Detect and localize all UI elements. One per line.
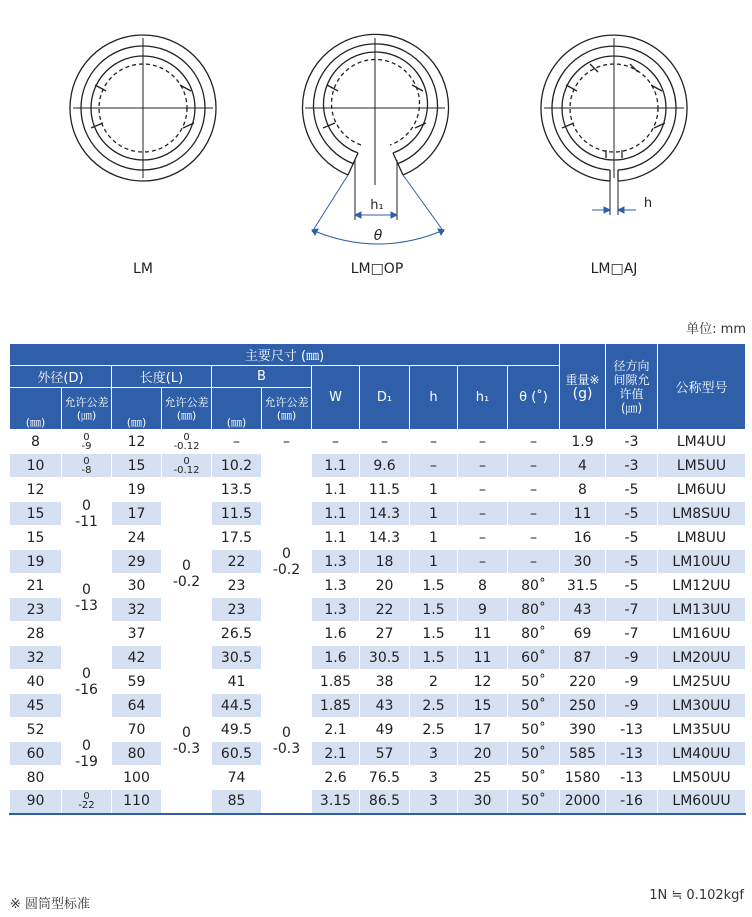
- cell-clearance: -5: [606, 550, 658, 574]
- footnote: ※ 圆筒型标准: [10, 897, 91, 912]
- cell-h: 2.5: [410, 694, 458, 718]
- table-row: [10, 718, 746, 742]
- cell-theta: 80˚: [508, 598, 560, 622]
- cell-clearance: -9: [606, 670, 658, 694]
- lm-label: LM: [133, 261, 153, 277]
- table-row: [10, 622, 746, 646]
- header-d1: D₁: [360, 366, 410, 430]
- cell-theta: 50˚: [508, 718, 560, 742]
- tol-up: 0: [183, 455, 190, 467]
- cell-l: 42: [112, 646, 162, 670]
- cell-d: 52: [10, 718, 62, 742]
- cell-b: 85: [212, 790, 262, 814]
- cell-l: 29: [112, 550, 162, 574]
- cell-h1: 9: [458, 598, 508, 622]
- cell-weight: 250: [560, 694, 606, 718]
- cell-h: 1.5: [410, 598, 458, 622]
- table-row: [10, 694, 746, 718]
- cell-h1: –: [458, 430, 508, 454]
- cell-w: 1.85: [312, 694, 360, 718]
- cell-w: 2.6: [312, 766, 360, 790]
- cell-d1: 22: [360, 598, 410, 622]
- cell-d1: 27: [360, 622, 410, 646]
- cell-clearance: -3: [606, 430, 658, 454]
- cell-clearance: -7: [606, 598, 658, 622]
- cell-h: 3: [410, 766, 458, 790]
- cell-clearance: -5: [606, 526, 658, 550]
- cell-l: 12: [112, 430, 162, 454]
- cell-h1: –: [458, 454, 508, 478]
- cell-model: LM8UU: [658, 526, 746, 550]
- cell-theta: 50˚: [508, 670, 560, 694]
- cell-h1: 15: [458, 694, 508, 718]
- table-row: [10, 478, 746, 502]
- cell-model: LM12UU: [658, 574, 746, 598]
- cell-b: 10.2: [212, 454, 262, 478]
- cell-h1: 11: [458, 646, 508, 670]
- header-weight-unit: (g): [572, 385, 593, 402]
- op-label: LM□OP: [350, 261, 404, 277]
- cell-weight: 87: [560, 646, 606, 670]
- tol-lo: -9: [81, 440, 92, 452]
- cell-theta: 50˚: [508, 766, 560, 790]
- op-figure: [303, 34, 449, 220]
- tol-lo: -16: [75, 681, 98, 698]
- table-row: [10, 790, 746, 814]
- cell-weight: 220: [560, 670, 606, 694]
- cell-weight: 2000: [560, 790, 606, 814]
- tol-up: 0: [82, 497, 91, 514]
- cell-model: LM50UU: [658, 766, 746, 790]
- table-row: [10, 670, 746, 694]
- cell-model: LM4UU: [658, 430, 746, 454]
- tol-up: 0: [82, 737, 91, 754]
- table-row: [10, 646, 746, 670]
- cell-d1: 43: [360, 694, 410, 718]
- tol-up: 0: [82, 665, 91, 682]
- cell-l: 110: [112, 790, 162, 814]
- cell-w: 1.1: [312, 454, 360, 478]
- cell-d: 32: [10, 646, 62, 670]
- table-row: [10, 766, 746, 790]
- table-row: [10, 742, 746, 766]
- cell-l: 19: [112, 478, 162, 502]
- cell-theta: –: [508, 550, 560, 574]
- tol-lo: -0.3: [172, 741, 201, 758]
- header-clearance-unit: (㎛): [620, 400, 643, 415]
- cell-l: 59: [112, 670, 162, 694]
- cell-h: 3: [410, 790, 458, 814]
- cell-model: LM25UU: [658, 670, 746, 694]
- cell-weight: 1.9: [560, 430, 606, 454]
- spec-table: [9, 343, 746, 815]
- tol-lo: -0.2: [172, 573, 201, 590]
- cell-d: 15: [10, 502, 62, 526]
- cell-d1: 38: [360, 670, 410, 694]
- cell-d1: 18: [360, 550, 410, 574]
- cell-l: 100: [112, 766, 162, 790]
- cell-h: 1: [410, 550, 458, 574]
- lm-figure: [70, 35, 216, 181]
- header-l-tol-unit: (㎜): [176, 408, 197, 422]
- cell-theta: –: [508, 430, 560, 454]
- tol-up: 0: [182, 557, 191, 574]
- cell-weight: 4: [560, 454, 606, 478]
- cell-clearance: -9: [606, 646, 658, 670]
- cell-clearance: -13: [606, 718, 658, 742]
- cell-clearance: -13: [606, 766, 658, 790]
- header-d-mm: (㎜): [10, 388, 62, 430]
- cell-d: 90: [10, 790, 62, 814]
- cell-h: 1.5: [410, 574, 458, 598]
- header-l-tol-label: 允许公差: [164, 395, 209, 409]
- cell-d1: 76.5: [360, 766, 410, 790]
- cell-d: 45: [10, 694, 62, 718]
- cell-d-tol-group1: [62, 478, 112, 550]
- cell-b: 17.5: [212, 526, 262, 550]
- cell-h: 1: [410, 502, 458, 526]
- cell-clearance: -5: [606, 574, 658, 598]
- cell-b: 23: [212, 574, 262, 598]
- cell-clearance: -7: [606, 622, 658, 646]
- cell-clearance: -5: [606, 478, 658, 502]
- cell-d: 23: [10, 598, 62, 622]
- aj-figure: [541, 35, 687, 215]
- cell-d1: 14.3: [360, 502, 410, 526]
- cell-weight: 8: [560, 478, 606, 502]
- cell-model: LM60UU: [658, 790, 746, 814]
- cell-weight: 16: [560, 526, 606, 550]
- header-b-tol-unit: (㎜): [276, 408, 297, 422]
- tol-lo: -13: [75, 597, 98, 614]
- cell-h1: –: [458, 526, 508, 550]
- cell-model: LM20UU: [658, 646, 746, 670]
- cell-clearance: -5: [606, 502, 658, 526]
- cell-l: 15: [112, 454, 162, 478]
- cell-h: 2.5: [410, 718, 458, 742]
- tol-up: 0: [282, 725, 291, 742]
- cell-d-tol-group3: [62, 646, 112, 718]
- cell-w: 1.3: [312, 574, 360, 598]
- cell-d1: 49: [360, 718, 410, 742]
- cell-weight: 1580: [560, 766, 606, 790]
- cell-theta: –: [508, 502, 560, 526]
- tol-lo: -0.2: [272, 561, 301, 578]
- unit-conversion: 1N ≒ 0.102kgf: [649, 888, 744, 903]
- header-main-dimensions: 主要尺寸 (㎜): [10, 344, 560, 366]
- cell-l: 24: [112, 526, 162, 550]
- cell-theta: –: [508, 454, 560, 478]
- cell-w: 1.85: [312, 670, 360, 694]
- cell-h: 2: [410, 670, 458, 694]
- cell-l-tol-group1: [162, 478, 212, 670]
- cell-d1: 11.5: [360, 478, 410, 502]
- cell-h1: 8: [458, 574, 508, 598]
- cell-b: 41: [212, 670, 262, 694]
- cell-w: 1.3: [312, 598, 360, 622]
- header-weight: [560, 344, 606, 430]
- cell-d: 60: [10, 742, 62, 766]
- cell-d-tol-group4: [62, 718, 112, 790]
- tol-lo: -0.12: [173, 464, 200, 476]
- cell-weight: 43: [560, 598, 606, 622]
- cell-l: 64: [112, 694, 162, 718]
- cell-d: 10: [10, 454, 62, 478]
- cell-weight: 585: [560, 742, 606, 766]
- tol-up: 0: [183, 431, 190, 443]
- cell-h: –: [410, 454, 458, 478]
- cell-theta: 60˚: [508, 646, 560, 670]
- cell-d1: 20: [360, 574, 410, 598]
- tol-lo: -8: [81, 464, 92, 476]
- cell-d: 21: [10, 574, 62, 598]
- cell-l: 17: [112, 502, 162, 526]
- cell-clearance: -9: [606, 694, 658, 718]
- header-h: h: [410, 366, 458, 430]
- cell-l: 32: [112, 598, 162, 622]
- cell-d: 80: [10, 766, 62, 790]
- header-d-tol-unit: (㎛): [76, 408, 97, 422]
- cell-d: 40: [10, 670, 62, 694]
- cell-b: 60.5: [212, 742, 262, 766]
- table-row: [10, 550, 746, 574]
- cell-l-tol: [162, 430, 212, 454]
- cell-w: 3.15: [312, 790, 360, 814]
- cell-theta: –: [508, 478, 560, 502]
- header-l-tol: [162, 388, 212, 430]
- header-d-tol-label: 允许公差: [64, 395, 109, 409]
- cell-weight: 69: [560, 622, 606, 646]
- cell-b: 30.5: [212, 646, 262, 670]
- cell-h: –: [410, 430, 458, 454]
- tol-up: 0: [83, 431, 90, 443]
- aj-dimension: [592, 207, 636, 213]
- tol-up: 0: [82, 581, 91, 598]
- header-w: W: [312, 366, 360, 430]
- cell-w: 2.1: [312, 742, 360, 766]
- cell-w: 1.6: [312, 646, 360, 670]
- table-row: [10, 502, 746, 526]
- cell-d-tol-group2: [62, 550, 112, 646]
- header-b-mm: (㎜): [212, 388, 262, 430]
- cell-clearance: -16: [606, 790, 658, 814]
- cell-b-tol-group2: [262, 670, 312, 814]
- unit-note: 单位: mm: [686, 322, 746, 337]
- cell-h: 1: [410, 478, 458, 502]
- cell-l-tol-group2: [162, 670, 212, 814]
- header-outer-d: 外径(D): [10, 366, 112, 388]
- cell-d: 28: [10, 622, 62, 646]
- cell-model: LM10UU: [658, 550, 746, 574]
- header-clearance-label: 径方向间隙允许值: [613, 358, 650, 401]
- cell-theta: 50˚: [508, 790, 560, 814]
- cell-weight: 11: [560, 502, 606, 526]
- cell-l: 70: [112, 718, 162, 742]
- cell-l: 80: [112, 742, 162, 766]
- cell-model: LM6UU: [658, 478, 746, 502]
- header-d-tol: [62, 388, 112, 430]
- cell-b: 74: [212, 766, 262, 790]
- cell-b: 26.5: [212, 622, 262, 646]
- cell-h1: –: [458, 478, 508, 502]
- cell-model: LM13UU: [658, 598, 746, 622]
- cell-model: LM35UU: [658, 718, 746, 742]
- cell-theta: 50˚: [508, 742, 560, 766]
- header-model: 公称型号: [658, 344, 746, 430]
- header-length-l: 长度(L): [112, 366, 212, 388]
- table-row: [10, 526, 746, 550]
- cell-w: 1.3: [312, 550, 360, 574]
- cell-d-tol: [62, 430, 112, 454]
- cell-clearance: -13: [606, 742, 658, 766]
- aj-label: LM□AJ: [590, 261, 638, 277]
- cell-l: 30: [112, 574, 162, 598]
- bearing-figures: [0, 0, 752, 300]
- cell-w: 1.1: [312, 526, 360, 550]
- dim-theta-label: θ: [373, 228, 383, 244]
- cell-w: 1.1: [312, 502, 360, 526]
- cell-h1: 25: [458, 766, 508, 790]
- header-b-tol: [262, 388, 312, 430]
- tol-lo: -11: [75, 513, 98, 530]
- table-row: [10, 430, 746, 454]
- tol-lo: -19: [75, 753, 98, 770]
- cell-theta: 80˚: [508, 574, 560, 598]
- cell-b: 44.5: [212, 694, 262, 718]
- cell-d1: 86.5: [360, 790, 410, 814]
- cell-h1: 11: [458, 622, 508, 646]
- header-clearance: [606, 344, 658, 430]
- header-b-tol-label: 允许公差: [264, 395, 309, 409]
- tol-up: 0: [182, 725, 191, 742]
- cell-d: 12: [10, 478, 62, 502]
- tol-lo: -0.12: [173, 440, 200, 452]
- cell-h1: 30: [458, 790, 508, 814]
- header-weight-label: 重量※: [565, 372, 600, 387]
- cell-h: 3: [410, 742, 458, 766]
- tol-up: 0: [83, 455, 90, 467]
- header-h1: h₁: [458, 366, 508, 430]
- dim-h1-label: h₁: [370, 198, 384, 213]
- cell-weight: 390: [560, 718, 606, 742]
- cell-w: –: [312, 430, 360, 454]
- cell-model: LM40UU: [658, 742, 746, 766]
- cell-d1: 30.5: [360, 646, 410, 670]
- cell-d1: 14.3: [360, 526, 410, 550]
- header-theta: θ (˚): [508, 366, 560, 430]
- cell-d: 19: [10, 550, 62, 574]
- cell-h1: 17: [458, 718, 508, 742]
- dim-h-label: h: [643, 196, 653, 211]
- cell-weight: 31.5: [560, 574, 606, 598]
- cell-l: 37: [112, 622, 162, 646]
- cell-w: 2.1: [312, 718, 360, 742]
- cell-d1: 9.6: [360, 454, 410, 478]
- cell-d1: –: [360, 430, 410, 454]
- cell-w: 1.1: [312, 478, 360, 502]
- cell-theta: 80˚: [508, 622, 560, 646]
- tol-lo: -0.3: [272, 741, 301, 758]
- cell-b: 22: [212, 550, 262, 574]
- cell-b: –: [212, 430, 262, 454]
- cell-model: LM5UU: [658, 454, 746, 478]
- tol-up: 0: [282, 545, 291, 562]
- cell-theta: 50˚: [508, 694, 560, 718]
- cell-d: 15: [10, 526, 62, 550]
- cell-theta: –: [508, 526, 560, 550]
- cell-h: 1: [410, 526, 458, 550]
- cell-h: 1.5: [410, 622, 458, 646]
- cell-h: 1.5: [410, 646, 458, 670]
- cell-b: 11.5: [212, 502, 262, 526]
- table-row: [10, 598, 746, 622]
- cell-h1: –: [458, 502, 508, 526]
- cell-model: LM30UU: [658, 694, 746, 718]
- cell-h1: 12: [458, 670, 508, 694]
- tol-lo: -22: [78, 800, 95, 812]
- cell-d-tol: [62, 790, 112, 814]
- table-row: [10, 454, 746, 478]
- cell-h1: –: [458, 550, 508, 574]
- cell-b: 23: [212, 598, 262, 622]
- cell-w: 1.6: [312, 622, 360, 646]
- tol-up: 0: [83, 791, 90, 803]
- cell-model: LM8SUU: [658, 502, 746, 526]
- cell-d-tol: [62, 454, 112, 478]
- cell-weight: 30: [560, 550, 606, 574]
- cell-h1: 20: [458, 742, 508, 766]
- cell-d1: 57: [360, 742, 410, 766]
- cell-b-tol: –: [262, 430, 312, 454]
- header-b: B: [212, 366, 312, 388]
- table-row: [10, 574, 746, 598]
- cell-b-tol-group1: [262, 454, 312, 670]
- cell-model: LM16UU: [658, 622, 746, 646]
- cell-clearance: -3: [606, 454, 658, 478]
- cell-d: 8: [10, 430, 62, 454]
- cell-b: 13.5: [212, 478, 262, 502]
- cell-b: 49.5: [212, 718, 262, 742]
- header-l-mm: (㎜): [112, 388, 162, 430]
- cell-l-tol: [162, 454, 212, 478]
